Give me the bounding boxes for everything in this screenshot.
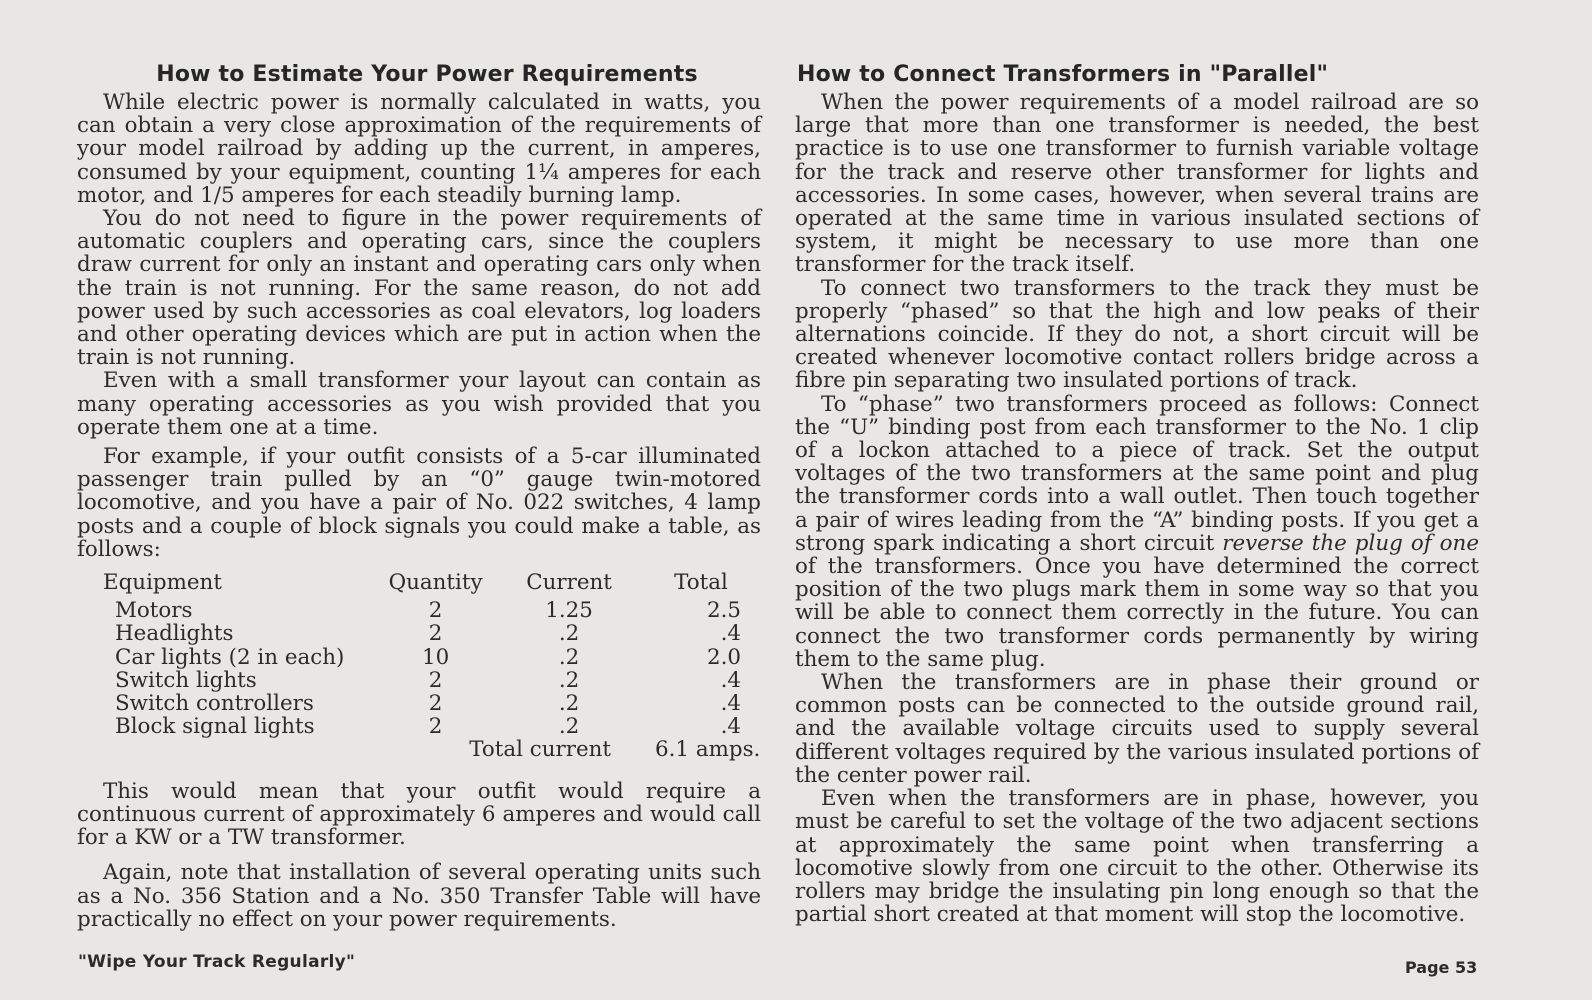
table-row (103, 622, 761, 645)
table-cell: 2 (428, 714, 443, 740)
paragraph: Even with a small transformer your layout can contain as many operating accessories as you wish provided that you operate them one at a time. (77, 368, 761, 440)
table-cell: .4 (720, 691, 741, 717)
table-cell: Headlights (115, 621, 234, 647)
table-cell: .2 (558, 667, 580, 693)
paragraph: Even when the transformers are in phase, however, you must be careful to set the voltage of the two adjacent sections at approximately the same point when transferring a locomotive slowly from one circuit to the other. Otherwise its rollers may bridge the insulating pin long enough so that the partial short created at that moment will stop the locomotive. (795, 786, 1479, 928)
power-requirements-heading: How to Estimate Your Power Requirements (156, 62, 698, 87)
table-total-row (103, 738, 761, 761)
column-header: Quantity (388, 570, 483, 596)
table-cell: Block signal lights (115, 714, 315, 740)
table-cell: 2 (428, 691, 443, 717)
column-header: Equipment (103, 570, 222, 596)
table-cell: .4 (720, 714, 741, 740)
table-row (103, 646, 761, 669)
table-cell: Switch controllers (115, 691, 314, 717)
paragraph: This would mean that your outfit would require a continuous current of approximately 6 amperes and would call for a KW or a TW transformer. (77, 778, 761, 851)
table-row (103, 715, 761, 738)
right-column (795, 62, 1479, 926)
table-cell: Motors (115, 598, 193, 624)
table-cell: 1.25 (545, 598, 593, 624)
page-number: Page 53 (1405, 958, 1478, 977)
paragraph: You do not need to figure in the power requirements of automatic couplers and operating cars, since the couplers draw current for only an instant and operating cars only when the train is not running. For the same reason, do not add power used by such accessories as coal elevators, log loaders and other operating devices which are put in action when the train is not running. (77, 206, 761, 371)
equipment-table (103, 571, 761, 762)
column-header: Current (526, 570, 612, 596)
table-cell: 10 (421, 644, 450, 670)
total-label: Total current (469, 737, 612, 763)
phase-text-after: of the transformers. Once you have determined the correct position of the two plugs mark them in some way so that you will be able to connect them correctly in the future. You can connect the two transformer cords permanently by wiring them to the same plug. (795, 554, 1479, 672)
column-header: Total (674, 570, 728, 596)
phase-paragraph (795, 393, 1479, 671)
paragraph: When the transformers are in phase their ground or common posts can be connected to the outside ground rail, and the available voltage circuits used to supply several different voltages required by the various insulated portions of the center power rail. (795, 670, 1479, 788)
paragraph: While electric power is normally calculated in watts, you can obtain a very close approximation of the requirements of your model railroad by adding up the current, in amperes, consumed by your equipment, counting 1¼ amperes for each motor, and 1/5 amperes for each steadily burning lamp. (77, 90, 761, 208)
table-row (103, 669, 761, 692)
table-header-row (103, 571, 761, 599)
paragraph: Again, note that installation of several operating units such as a No. 356 Station and a No. 350 Transfer Table will have practically no effect on your power requirements. (77, 860, 761, 932)
table-cell: 2 (428, 621, 443, 647)
table-cell: .2 (558, 691, 580, 717)
total-value: 6.1 amps. (655, 737, 761, 763)
table-cell: 2.5 (706, 598, 741, 624)
table-row (103, 599, 761, 622)
paragraph: When the power requirements of a model railroad are so large that more than one transformer is needed, the best practice is to use one transformer to furnish variable voltage for the track and reserve other transformer for lights and accessories. In some cases, however, when several trains are operated at the same time in various insulated sections of system, it might be necessary to use more than one transformer for the track itself. (795, 90, 1479, 278)
table-cell: 2 (428, 598, 443, 624)
table-row (103, 692, 761, 715)
footer-slogan: "Wipe Your Track Regularly" (78, 952, 356, 972)
table-cell: Switch lights (115, 667, 257, 693)
paragraph: To connect two transformers to the track they must be properly “phased” so that the high and low peaks of their alternations coincide. If they do not, a short circuit will be created whenever locomotive contact rollers bridge across a fibre pin separating two insulated portions of track. (795, 275, 1479, 394)
parallel-transformers-heading: How to Connect Transformers in "Parallel" (797, 62, 1329, 87)
table-cell: 2.0 (706, 644, 741, 670)
table-cell: .2 (558, 644, 580, 670)
table-cell: .4 (720, 621, 741, 647)
phase-text-italic: reverse the plug of one (1222, 530, 1479, 556)
table-cell: .2 (558, 621, 580, 647)
table-cell: .2 (558, 714, 580, 740)
left-column (77, 62, 761, 931)
table-cell: Car lights (2 in each) (115, 644, 345, 670)
table-cell: .4 (720, 667, 741, 693)
phase-text-before: To “phase” two transformers proceed as follows: Connect the “U” binding post from each transformer to the No. 1 clip of a lockon attached to a piece of track. Set the output voltages of the two transformers at the same point and plug the transformer cords into a wall outlet. Then touch together a pair of wires leading from the “A” binding posts. If you get a strong spark indicating a short circuit (795, 391, 1479, 556)
paragraph: For example, if your outfit consists of a 5-car illuminated passenger train pulled by an “0” gauge twin-motored locomotive, and you have a pair of No. 022 switches, 4 lamp posts and a couple of block signals you could make a table, as follows: (77, 444, 761, 562)
table-cell: 2 (428, 667, 443, 693)
